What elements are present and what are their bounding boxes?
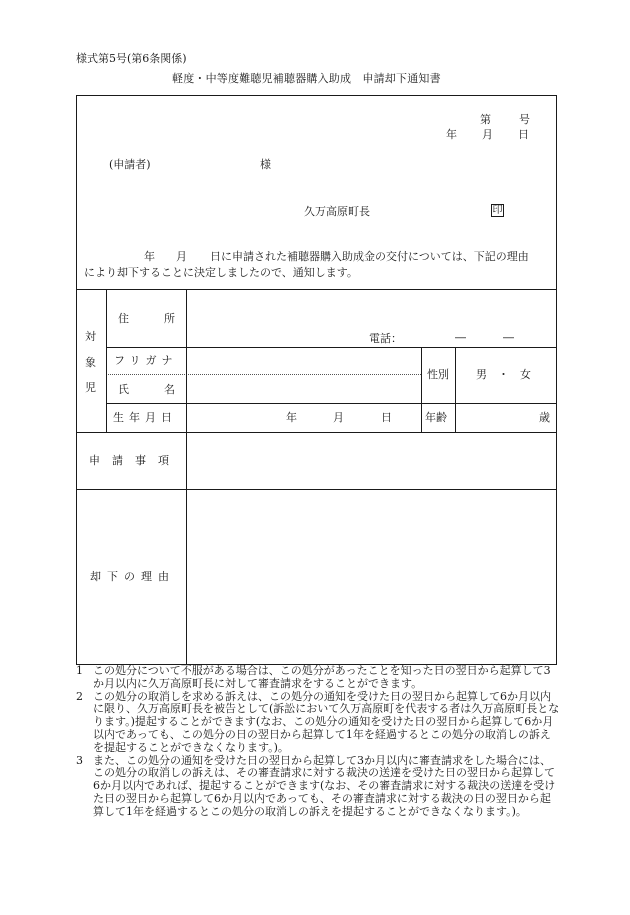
subject-label-char: 対: [85, 330, 96, 343]
rule-line: [76, 489, 557, 490]
note-number: 1: [76, 664, 83, 677]
rule-line: [186, 289, 187, 665]
document-title: 軽度・中等度難聴児補聴器購入助成 申請却下通知書: [172, 72, 441, 85]
birthdate-label: 生年月日: [113, 411, 177, 424]
note-item: [76, 665, 560, 691]
rule-line: [76, 289, 557, 290]
number-suffix: 号: [519, 113, 530, 126]
address-label: 住 所: [118, 312, 187, 325]
note-item: [76, 691, 560, 755]
birth-year: 年: [286, 411, 297, 424]
rule-line: [106, 289, 107, 432]
body-year: 年: [144, 250, 155, 263]
age-unit: 歳: [539, 411, 550, 424]
rule-line: [106, 403, 557, 404]
note-text: この処分について不服がある場合は、この処分があったことを知った日の翌日から起算して3か月以内に久万高原町長に対して審査請求をすることができます。: [93, 664, 551, 690]
furigana-divider: [106, 374, 421, 375]
applicant-label: (申請者): [109, 158, 151, 171]
birth-day: 日: [381, 411, 392, 424]
body-month: 月: [176, 250, 187, 263]
phone-dash: ―: [503, 331, 514, 344]
note-number: 2: [76, 689, 83, 703]
notes-section: [76, 665, 560, 819]
note-item: [76, 755, 560, 819]
sex-label: 性別: [427, 368, 449, 381]
issuer-name: 久万高原町長: [304, 205, 370, 218]
date-year: 年: [446, 128, 457, 141]
body-line-2: により却下することに決定しましたので、通知します。: [84, 266, 358, 279]
date-month: 月: [482, 128, 493, 141]
note-text: この処分の取消しを求める訴えは、この処分の通知を受けた日の翌日から起算して6か月以内に限り、久万高原町長を被告として(訴訟において久万高原町を代表する者は久万高原町長となります。)提起することができます(なお、この処分の通知を受けた日の翌日から起算して6か月以内であっても、この処分の日の翌日から起算して1年を経過するとこの処分の取消しの訴えを提起することができなくなります。)。: [93, 689, 560, 754]
rule-line: [106, 347, 557, 348]
phone-dash: ―: [455, 331, 466, 344]
subject-label-char: 象: [85, 356, 96, 369]
sex-options: 男 ・ 女: [476, 368, 531, 381]
applicant-honorific: 様: [260, 158, 271, 171]
birth-month: 月: [333, 411, 344, 424]
rule-line: [421, 347, 422, 432]
note-text: また、この処分の通知を受けた日の翌日から起算して3か月以内に審査請求をした場合には、この処分の取消しの訴えは、その審査請求に対する裁決の送達を受けた日の翌日から起算して6か月以内であれば、提起することができます(なお、その審査請求に対する裁決の送達を受けた日の翌日から起算して6か月以内であっても、その審査請求に対する裁決の日の翌日から起算して1年を経過するとこの処分の取消しの訴えを提起することができなくなります。)。: [93, 753, 556, 818]
number-prefix: 第: [480, 113, 491, 126]
rule-line: [76, 432, 557, 433]
body-line-1: 日に申請された補聴器購入助成金の交付については、下記の理由: [210, 250, 529, 263]
rule-line: [455, 347, 456, 432]
phone-label: 電話：: [369, 332, 402, 345]
form-reference: 様式第5号(第6条関係): [76, 52, 187, 65]
age-label: 年齢: [425, 411, 447, 424]
application-label: 申請事項: [89, 454, 181, 467]
name-label: 氏 名: [118, 383, 187, 396]
reason-label: 却下の理由: [90, 570, 175, 583]
seal-mark: 印: [492, 205, 503, 216]
subject-label-char: 児: [85, 381, 96, 394]
note-number: 3: [76, 753, 83, 767]
furigana-label: フリガナ: [114, 354, 178, 367]
date-day: 日: [518, 128, 529, 141]
